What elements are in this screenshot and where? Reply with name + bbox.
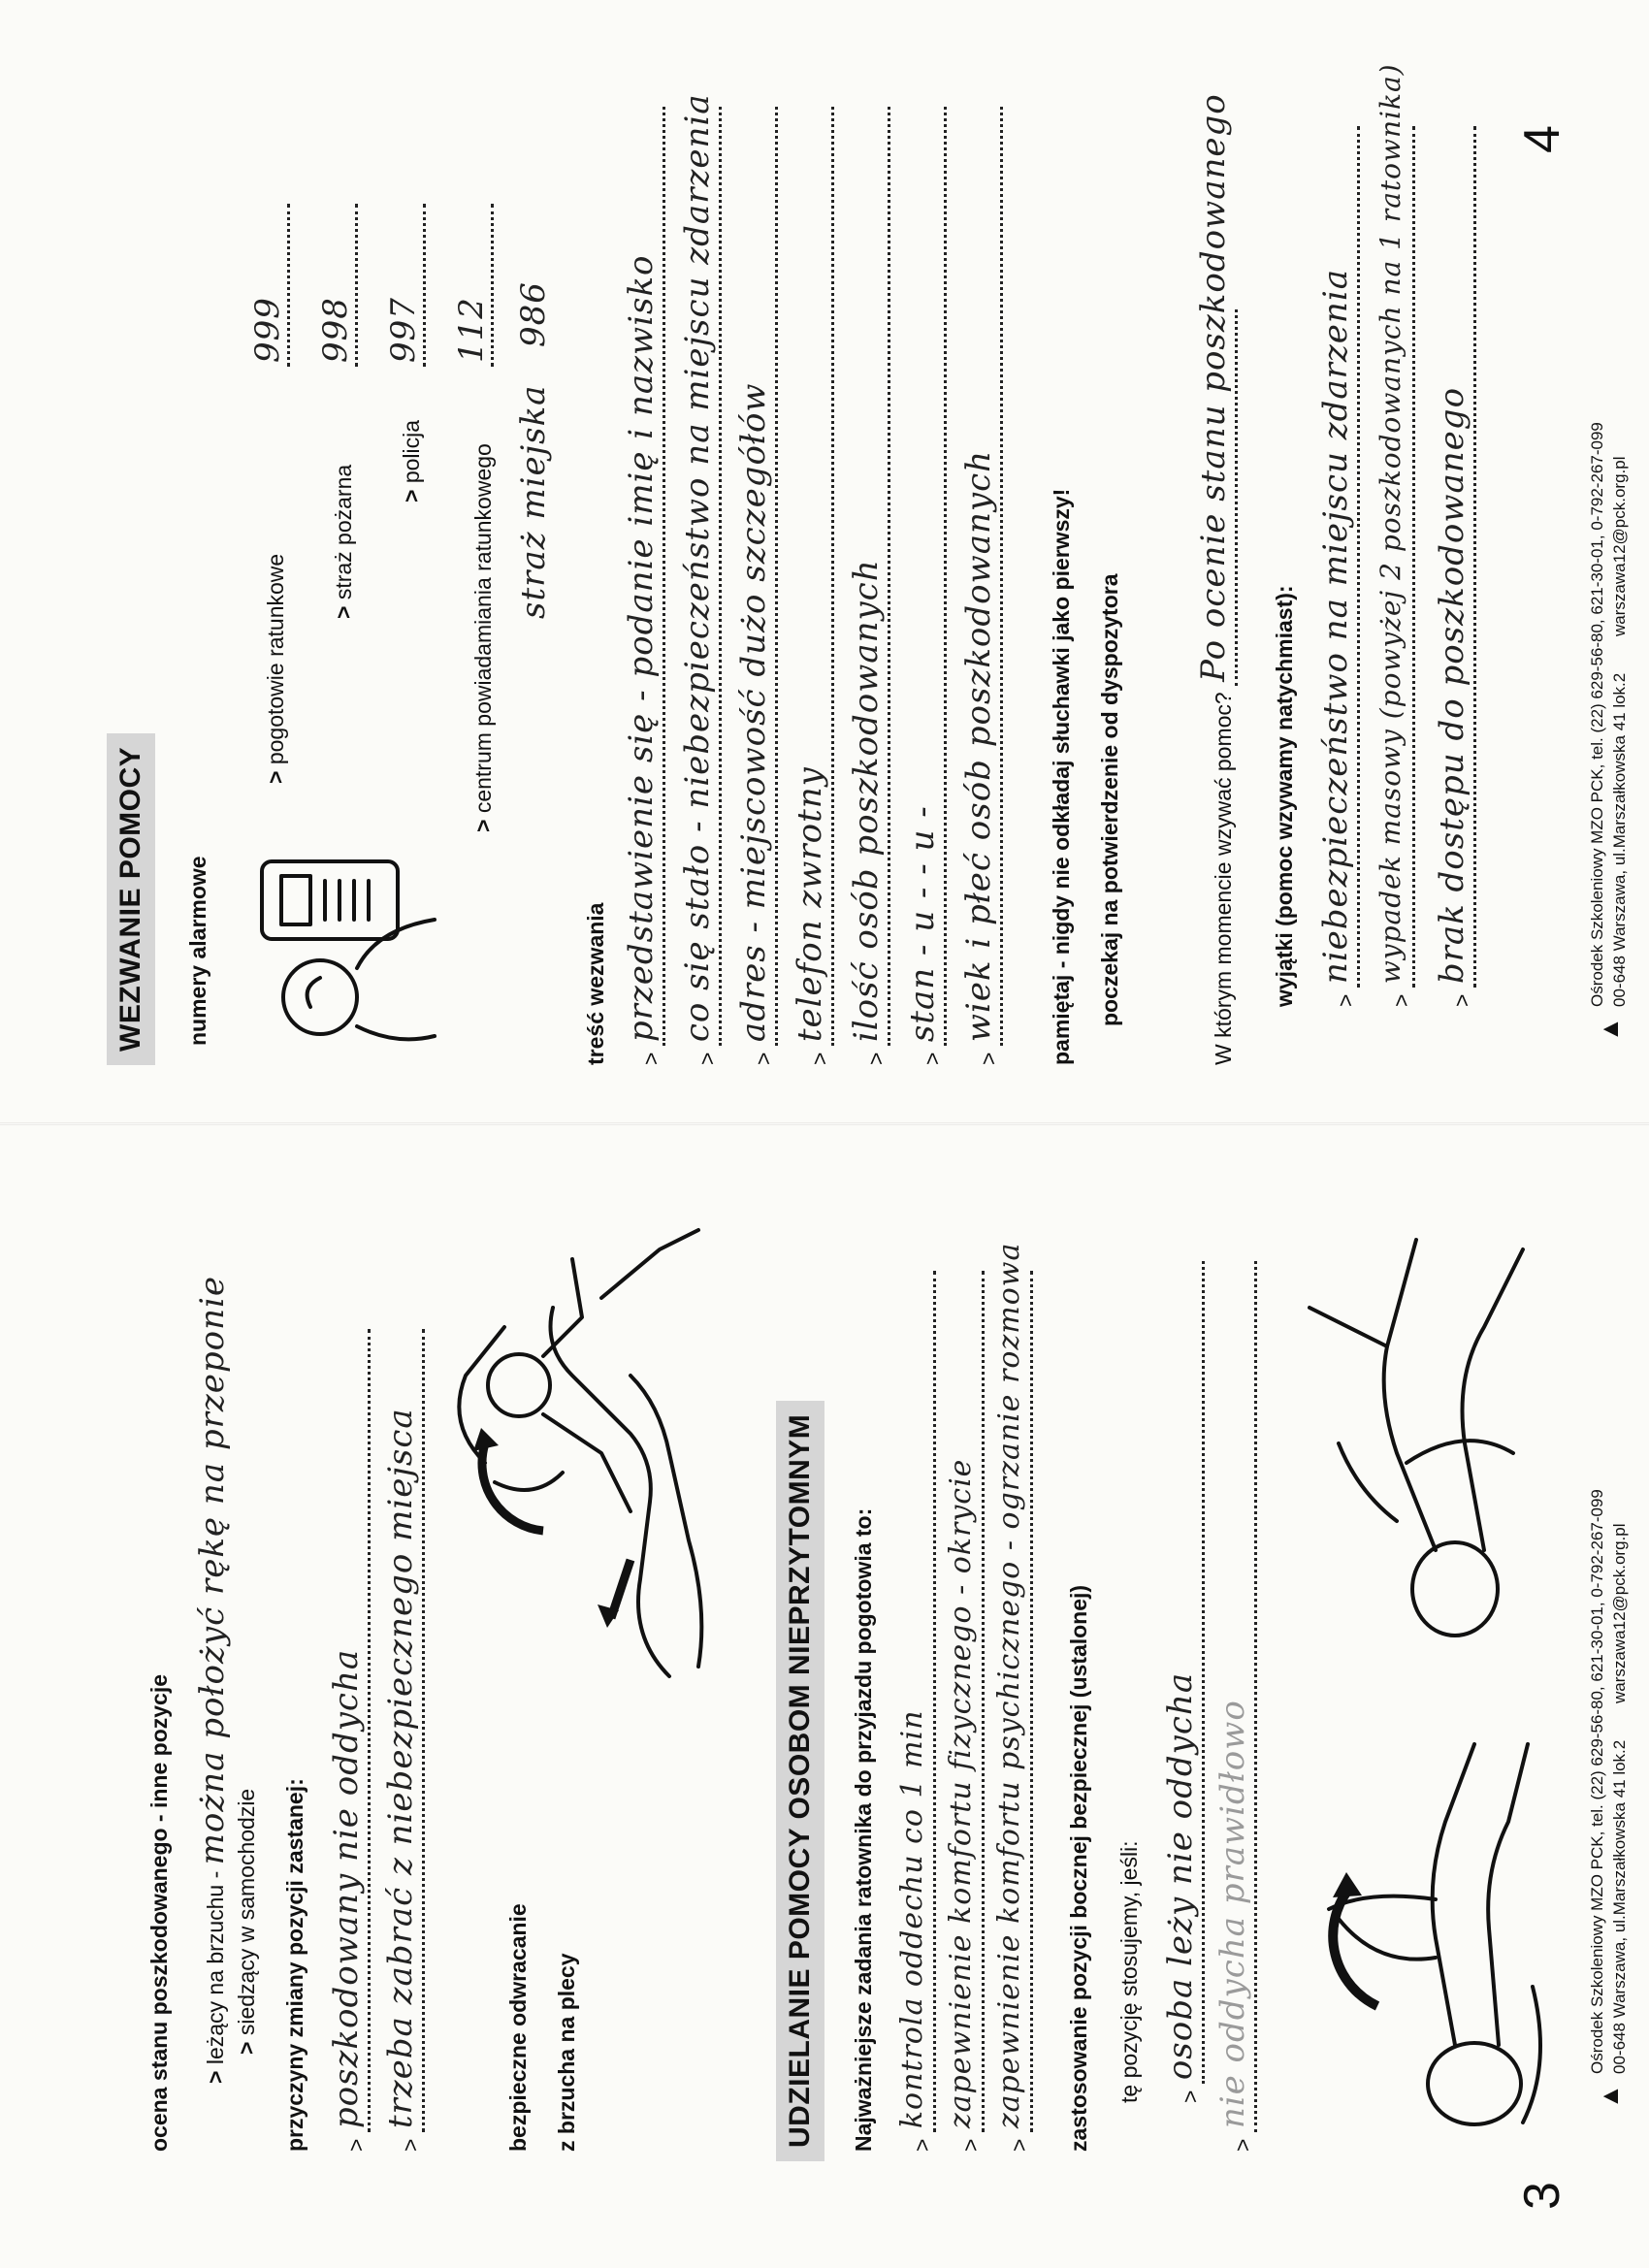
number-value-row <box>384 204 426 367</box>
poczekaj-note: poczekaj na potwierdzenie od dyspozytora <box>1097 573 1122 1026</box>
number-value-row <box>316 204 358 367</box>
number-value-row <box>248 204 290 367</box>
pozycja-heading: zastosowanie pozycji bocznej bezpiecznej (ustalonej) <box>1066 1584 1091 2152</box>
footer-contact: Ośrodek Szkoleniowy MZO PCK, tel. (22) 629-56-80, 621-30-01, 0-792-267-099 <box>1588 1489 1607 2074</box>
moment-answer: Po ocenie stanu poszkodowanego <box>1193 309 1238 686</box>
tresc-item: > adres - miejscowość dużo szczegółów <box>733 107 778 1065</box>
pamietaj-note: pamiętaj - nigdy nie odkładaj słuchawki jako pierwszy! <box>1049 488 1074 1065</box>
zadania-item: > zapewnienie komfortu psychicznego - ogrzanie rozmowa <box>992 1242 1032 2152</box>
number-label: straż pożarna <box>331 464 356 600</box>
tresc-heading: treść wezwania <box>583 902 608 1065</box>
tresc-answer: co się stało - niebezpieczeństwo na miejscu zdarzenia <box>677 107 722 1046</box>
pozycja-subheading: tę pozycję stosujemy, jeśli: <box>1116 1840 1142 2103</box>
position-lying-item: > leżący na brzuchu - można położyć rękę na przeponie <box>193 1275 232 2084</box>
ocena-heading: ocena stanu poszkodowanego - inne pozycje <box>146 1673 172 2152</box>
position-lying-label: leżący na brzuchu - <box>203 1870 228 2065</box>
przyczyny-answer: poszkodowany nie oddycha <box>326 1329 371 2132</box>
page-3 <box>0 1123 1649 2268</box>
number-row: > straż pożarna <box>331 464 356 619</box>
pozycja-item: > nie oddycha prawidłowo <box>1212 1261 1257 2152</box>
wyjatki-item: > wypadek masowy (powyżej 2 poszkodowanych na 1 ratownika) <box>1374 63 1414 1007</box>
position-lying-note: można położyć rękę na przeponie <box>193 1275 232 1865</box>
number-row: > policja <box>399 419 424 502</box>
footer-email: warszawa12@pck.org.pl <box>1610 456 1630 636</box>
footer-page-3 <box>1587 1489 1632 2109</box>
odwracanie-label-1: bezpieczne odwracanie <box>505 1903 531 2152</box>
wyjatki-item: > brak dostępu do poszkodowanego <box>1432 126 1476 1007</box>
tresc-answer: stan - u - - u - <box>902 107 947 1046</box>
wyjatki-answer: niebezpieczeństwo na miejscu zdarzenia <box>1315 126 1360 988</box>
recovery-position-illustration-2 <box>1261 1201 1571 1667</box>
footer-address: 00-648 Warszawa, ul.Marszałkowska 41 lok.2 <box>1610 672 1630 1007</box>
number-value: 998 <box>316 204 358 367</box>
position-sitting-label: siedzący w samochodzie <box>234 1788 259 2036</box>
zadania-answer: kontrola oddechu co 1 min <box>894 1271 936 2132</box>
tresc-item: > ilość osób poszkodowanych <box>846 107 890 1065</box>
tresc-item: > wiek i płeć osób poszkodowanych <box>958 107 1003 1065</box>
wyjatki-answer: brak dostępu do poszkodowanego <box>1432 126 1476 988</box>
page-number-4: 4 <box>1514 125 1570 153</box>
phone-call-illustration <box>242 842 446 1065</box>
number-value-row <box>452 204 494 367</box>
tresc-answer: telefon zwrotny <box>790 107 834 1046</box>
przyczyny-item: > poszkodowany nie oddycha <box>326 1329 371 2152</box>
tresc-item: > telefon zwrotny <box>790 107 834 1065</box>
zadania-heading: Najważniejsze zadania ratownika do przyjazdu pogotowia to: <box>851 1507 876 2152</box>
number-value: 112 <box>452 204 494 367</box>
wyjatki-heading: wyjątki (pomoc wzywamy natychmiast): <box>1272 585 1297 1007</box>
turning-illustration <box>427 1201 747 1705</box>
zadania-answer: zapewnienie komfortu fizycznego - okrycie <box>943 1271 985 2132</box>
tresc-answer: ilość osób poszkodowanych <box>846 107 890 1046</box>
number-value: 999 <box>248 204 290 367</box>
wyjatki-answer: wypadek masowy (powyżej 2 poszkodowanych na 1 ratownika) <box>1374 126 1415 988</box>
moment-question-row <box>1193 93 1238 1065</box>
tresc-answer: wiek i płeć osób poszkodowanych <box>958 107 1003 1046</box>
przyczyny-item: > trzeba zabrać z niebezpiecznego miejsca <box>380 1329 425 2152</box>
pck-logo-icon: ▲ <box>1595 2084 1625 2109</box>
przyczyny-heading: przyczyny zmiany pozycji zastanej: <box>282 1778 307 2152</box>
footer-address-row <box>1609 1489 1632 2074</box>
wyjatki-item: > niebezpieczeństwo na miejscu zdarzenia <box>1315 126 1360 1007</box>
odwracanie-label-2: z brzucha na plecy <box>554 1953 579 2152</box>
zadania-item: > zapewnienie komfortu fizycznego - okrycie <box>943 1271 985 2152</box>
pck-logo-icon: ▲ <box>1595 1017 1625 1042</box>
pozycja-answer: osoba leży nie oddycha <box>1160 1261 1205 2084</box>
page-number-3: 3 <box>1514 2182 1570 2210</box>
number-label: policja <box>399 419 424 484</box>
number-value: 997 <box>384 204 426 367</box>
tresc-item: > co się stało - niebezpieczeństwo na miejscu zdarzenia <box>678 93 720 1065</box>
moment-question: W którym momencie wzywać pomoc? <box>1210 692 1236 1065</box>
footer-email: warszawa12@pck.org.pl <box>1610 1523 1630 1703</box>
section-title-nieprzytomni: UDZIELANIE POMOCY OSOBOM NIEPRZYTOMNYM <box>776 1401 824 2161</box>
tresc-item: > stan - u - - u - <box>902 107 947 1065</box>
zadania-answer: zapewnienie komfortu psychicznego - ogrzanie rozmowa <box>991 1271 1033 2132</box>
section-title-wezwanie: WEZWANIE POMOCY <box>107 733 155 1065</box>
position-sitting-item: > siedzący w samochodzie <box>234 1788 259 2055</box>
pozycja-item: > osoba leży nie oddycha <box>1160 1261 1205 2103</box>
tresc-item: > przedstawienie się - podanie imię i nazwisko <box>621 107 665 1065</box>
zadania-item: > kontrola oddechu co 1 min <box>894 1271 936 2152</box>
przyczyny-answer: trzeba zabrać z niebezpiecznego miejsca <box>380 1329 425 2132</box>
number-row: > centrum powiadamiania ratunkowego <box>470 443 496 832</box>
number-note: straż miejska <box>514 384 553 619</box>
number-row: > pogotowie ratunkowe <box>263 553 288 784</box>
footer-contact: Ośrodek Szkoleniowy MZO PCK, tel. (22) 629-56-80, 621-30-01, 0-792-267-099 <box>1588 422 1607 1007</box>
number-note-value: 986 <box>514 281 553 347</box>
number-label: centrum powiadamiania ratunkowego <box>470 443 496 814</box>
footer-address-row <box>1609 422 1632 1007</box>
tresc-answer: przedstawienie się - podanie imię i nazwisko <box>621 107 665 1046</box>
number-label: pogotowie ratunkowe <box>263 553 288 765</box>
numery-heading: numery alarmowe <box>185 856 210 1046</box>
tresc-answer: adres - miejscowość dużo szczegółów <box>733 107 778 1046</box>
recovery-position-illustration-1 <box>1290 1705 1562 2152</box>
page-4 <box>0 0 1649 1123</box>
pozycja-answer: nie oddycha prawidłowo <box>1212 1261 1257 2132</box>
footer-address: 00-648 Warszawa, ul.Marszałkowska 41 lok.2 <box>1610 1739 1630 2074</box>
footer-page-4 <box>1587 422 1632 1042</box>
